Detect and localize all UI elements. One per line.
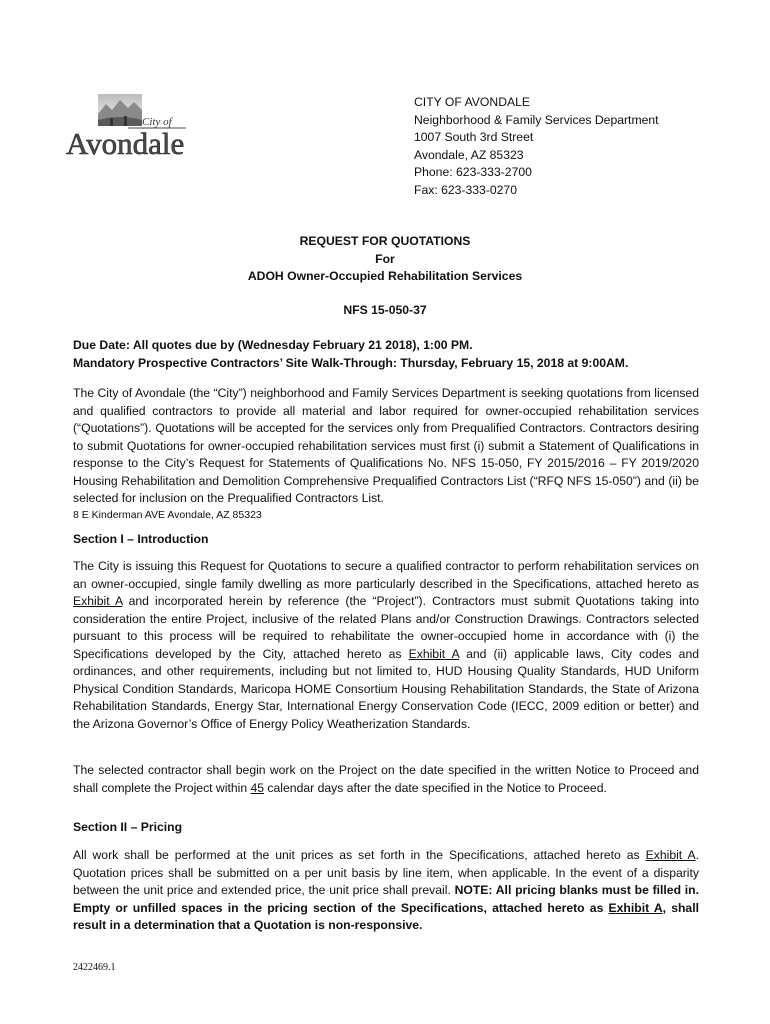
section-1-paragraph: The City is issuing this Request for Quotations to secure a qualified contractor to perform rehabilitation services on an owner-occupied, single family dwelling as more particularly described in the Specifications, attached hereto as Exhibit A and incorporated herein by reference (the “Project”). Contractors must submit Quotations taking into consideration the entire Project, inclusive of the related Plans and/or Construction Drawings. Contractors selected pursuant to this process will be required to rehabilitate the owner-occupied home in accordance with (i) the Specifications developed by the City, attached hereto as Exhibit A and (ii) applicable laws, City codes and ordinances, and other requirements, including but not limited to, HUD Housing Quality Standards, HUD Uniform Physical Condition Standards, Maricopa HOME Consortium Housing Rehabilitation Standards, the State of Arizona Rehabilitation Standards, Energy Star, International Energy Conservation Code (IECC, 2009 edition or better) and the Arizona Governor’s Office of Energy Policy Weatherization Standards. <box>73 559 700 731</box>
svg-text:City of: City of <box>142 116 172 128</box>
selected-contractor-paragraph: The selected contractor shall begin work on the Project on the date specified in the written Notice to Proceed and shall complete the Project within 45 calendar days after the date specified in the Notice to Proceed. <box>73 763 699 795</box>
site-address: 8 E Kinderman AVE Avondale, AZ 85323 <box>73 508 262 521</box>
address-line: Fax: 623-333-0270 <box>414 182 517 197</box>
calendar-days-value: 45 <box>250 780 265 795</box>
address-line: Avondale, AZ 85323 <box>414 147 524 162</box>
department-address-block <box>414 94 659 200</box>
due-date-block <box>73 337 699 372</box>
address-line: CITY OF AVONDALE <box>414 95 531 109</box>
rfq-number: NFS 15-050-37 <box>343 303 427 317</box>
address-line: 1007 South 3rd Street <box>414 130 534 145</box>
section-1-heading: Section I – Introduction <box>73 532 209 546</box>
exhibit-a-reference: Exhibit A <box>408 646 460 661</box>
exhibit-a-reference: Exhibit A <box>73 594 123 608</box>
intro-paragraph: The City of Avondale (the “City”) neighborhood and Family Services Department is seeking quotations from licensed and qualified contractors to provide all material and labor required for owner-occupied rehabilitation services (“Quotations”). Quotations will be accepted for the services only from Prequalified Contractors. Contractors desiring to submit Quotations for owner-occupied rehabilitation services must first (i) submit a Statement of Qualifications in response to the City’s Request for Statements of Qualifications No. NFS 15-050, FY 2015/2016 – FY 2019/2020 Housing Rehabilitation and Demolition Comprehensive Prequalified Contractors List (“RFQ NFS 15-050”) and (ii) be selected for inclusion on the Prequalified Contractors List. <box>73 386 699 505</box>
exhibit-a-reference: Exhibit A <box>608 900 663 915</box>
due-date-line: Due Date: All quotes due by (Wednesday February 21 2018), 1:00 PM. <box>73 338 473 352</box>
address-line: Neighborhood & Family Services Department <box>414 112 659 127</box>
intro-section <box>73 385 699 522</box>
exhibit-a-reference: Exhibit A <box>645 848 696 862</box>
document-number: 2422469.1 <box>73 962 116 973</box>
document-title: REQUEST FOR QUOTATIONS For ADOH Owner-Occupied Rehabilitation Services <box>247 234 523 283</box>
section-2-heading: Section II – Pricing <box>73 820 183 834</box>
city-of-avondale-logo <box>64 90 224 160</box>
avondale-logo-graphic <box>64 90 224 160</box>
walkthrough-line: Mandatory Prospective Contractors’ Site Walk-Through: Thursday, February 15, 2018 at 9:00AM. <box>73 355 629 370</box>
svg-text:Avondale: Avondale <box>66 126 185 160</box>
pricing-note: NOTE: All pricing blanks must be filled in. Empty or unfilled spaces in the pricing section of the Specifications, attached hereto as Exhibit A, shall result in a determination that a Quotation is non-responsive. <box>73 883 699 932</box>
section-2-paragraph: All work shall be performed at the unit prices as set forth in the Specifications, attached hereto as Exhibit A. Quotation prices shall be submitted on a per unit basis by line item, when applicable. In the event of a disparity between the unit price and extended price, the unit price shall prevail. NOTE: All pricing blanks must be filled in. Empty or unfilled spaces in the pricing section of the Specifications, attached hereto as Exhibit A, shall result in a determination that a Quotation is non-responsive. <box>73 848 699 932</box>
address-line: Phone: 623-333-2700 <box>414 165 532 180</box>
